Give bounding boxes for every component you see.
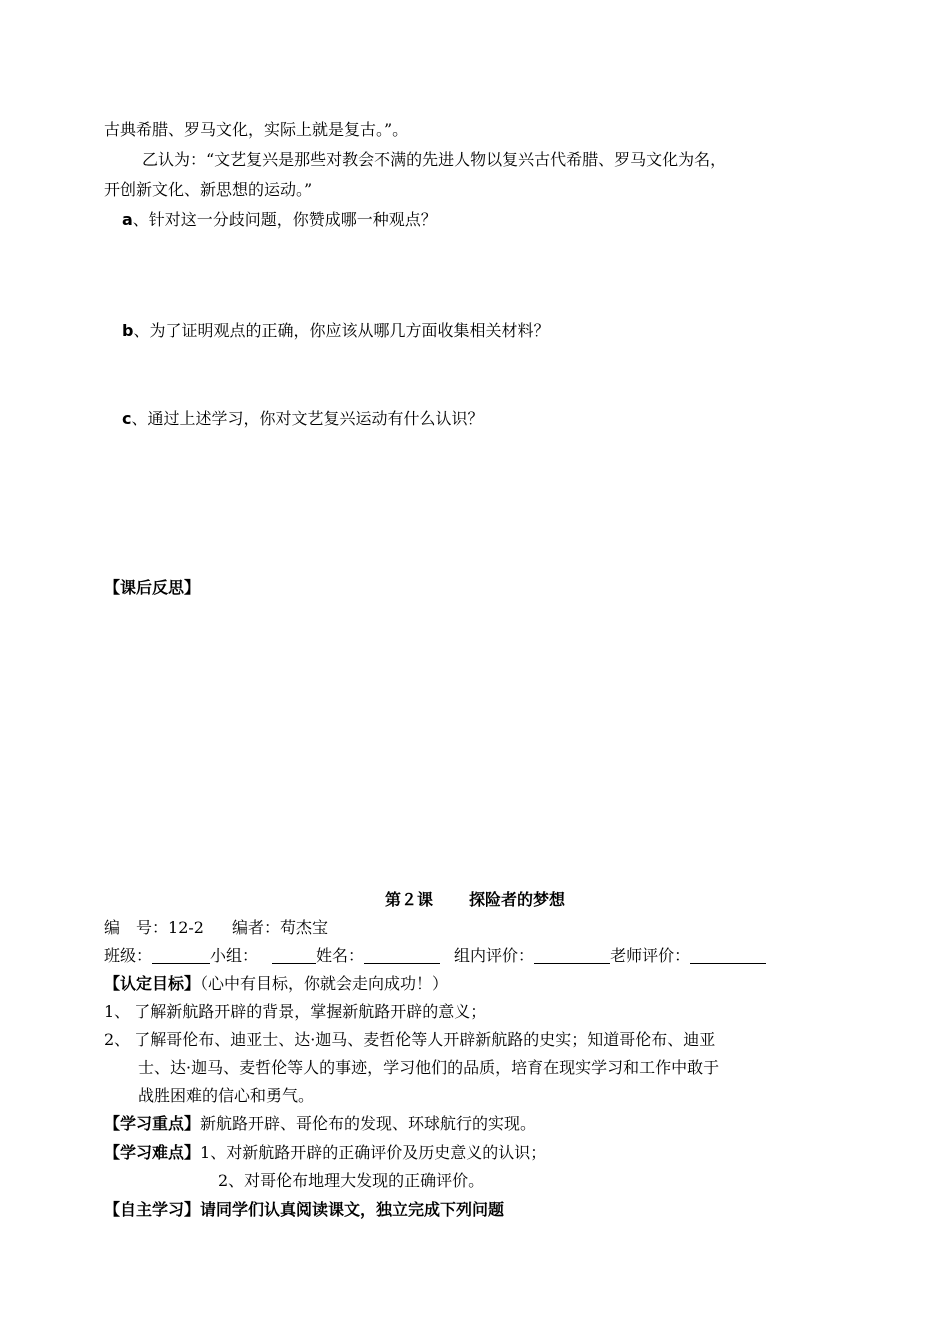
goal-2-text-2: 士、达·迦马、麦哲伦等人的事迹，学习他们的品质，培育在现实学习和工作中敢于 [138, 1058, 720, 1077]
question-b-prefix: b [122, 321, 134, 340]
lesson-number: 第２课 [384, 890, 433, 909]
question-c [122, 408, 484, 430]
goal-1-text: 了解新航路开辟的背景，掌握新航路开辟的意义； [134, 1002, 487, 1021]
editor-label: 编者： [231, 918, 280, 937]
text-line-1: 古典希腊、罗马文化，实际上就是复古。”。 [104, 120, 409, 139]
reflection-heading: 【课后反思】 [104, 578, 201, 597]
name-blank[interactable] [364, 947, 440, 964]
key-points-heading: 【学习重点】 [104, 1114, 201, 1133]
goal-2-text-3: 战胜困难的信心和勇气。 [138, 1086, 315, 1105]
lesson-title [0, 887, 950, 910]
goal-item-2 [104, 1029, 715, 1051]
self-study-text: 请同学们认真阅读课文，独立完成下列问题 [200, 1200, 505, 1219]
difficulty-item-2: 2、对哥伦布地理大发现的正确评价。 [218, 1171, 485, 1190]
name-label: 姓名： [316, 946, 365, 965]
goal-item-1 [104, 1001, 486, 1023]
goals-heading: 【认定目标】 [104, 974, 201, 993]
lesson-name: 探险者的梦想 [469, 890, 566, 909]
goal-2-number: 2、 [104, 1030, 131, 1049]
text-line-3: 开创新文化、新思想的运动。” [104, 180, 313, 199]
key-points-line [104, 1113, 536, 1135]
question-a-prefix: a [122, 210, 133, 229]
difficulty-heading: 【学习难点】 [104, 1143, 201, 1162]
question-c-text: 、通过上述学习，你对文艺复兴运动有什么认识？ [131, 409, 484, 428]
goal-2-text-1: 了解哥伦布、迪亚士、达·迦马、麦哲伦等人开辟新航路的史实；知道哥伦布、迪亚 [134, 1030, 716, 1049]
difficulty-item-1: 1、对新航路开辟的正确评价及历史意义的认识； [200, 1143, 547, 1162]
teacher-eval-label: 老师评价： [610, 946, 691, 965]
question-b-text: 、为了证明观点的正确，你应该从哪几方面收集相关材料？ [133, 321, 550, 340]
student-info-line [104, 945, 766, 967]
question-a-text: 、针对这一分歧问题，你赞成哪一种观点？ [132, 210, 437, 229]
class-blank[interactable] [152, 947, 210, 964]
question-a [122, 209, 437, 231]
self-study-heading: 【自主学习】 [104, 1200, 201, 1219]
group-eval-blank[interactable] [534, 947, 610, 964]
key-points-text: 新航路开辟、哥伦布的发现、环球航行的实现。 [200, 1114, 537, 1133]
group-blank[interactable] [272, 947, 316, 964]
code-label: 编 号： [104, 918, 169, 937]
group-label: 小组： [210, 946, 259, 965]
class-label: 班级： [104, 946, 153, 965]
self-study-line [104, 1199, 504, 1221]
goal-1-number: 1、 [104, 1002, 131, 1021]
goals-line [104, 973, 448, 995]
editor-value: 苟杰宝 [279, 918, 328, 937]
code-value: 12-2 [168, 918, 204, 937]
text-line-2: 乙认为：“文艺复兴是那些对教会不满的先进人物以复兴古代希腊、罗马文化为名， [142, 150, 727, 169]
teacher-eval-blank[interactable] [690, 947, 766, 964]
goals-note: （心中有目标，你就会走向成功！） [200, 974, 449, 993]
code-editor-line [104, 917, 328, 939]
difficulty-line-1 [104, 1142, 546, 1164]
question-c-prefix: c [122, 409, 132, 428]
question-b [122, 320, 549, 342]
group-eval-label: 组内评价： [454, 946, 535, 965]
